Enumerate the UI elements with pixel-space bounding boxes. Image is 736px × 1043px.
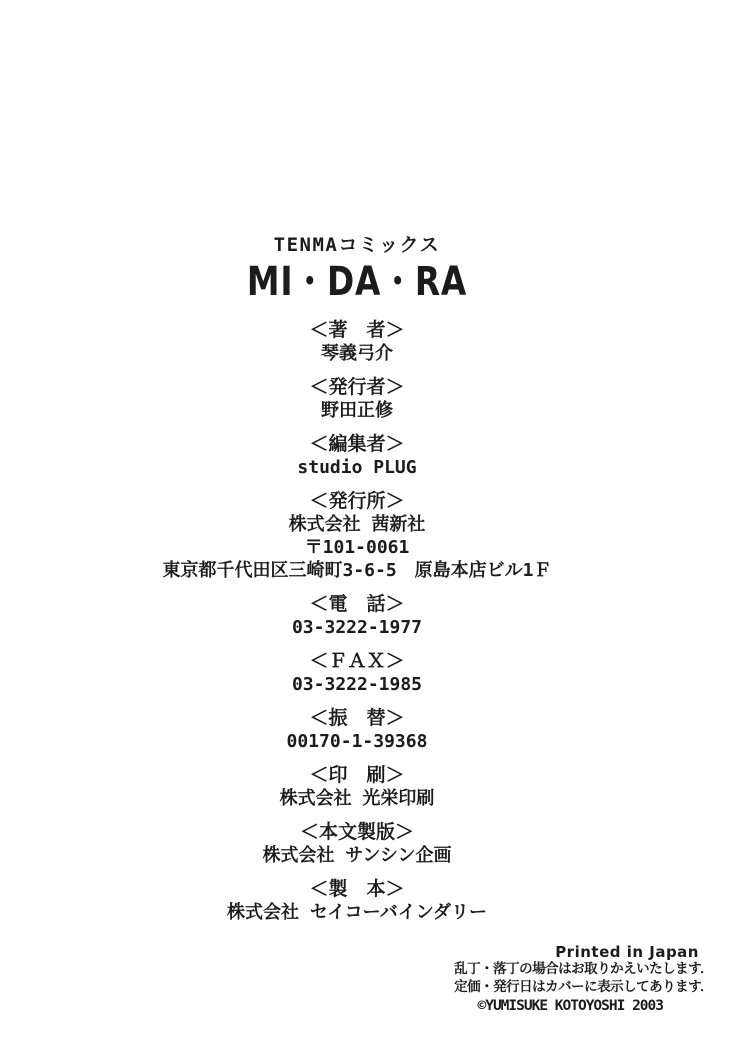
entry-line: 琴義弓介 bbox=[321, 343, 393, 364]
entry-label: ＜製 本＞ bbox=[309, 878, 405, 900]
entry-label: ＜著 者＞ bbox=[309, 319, 405, 341]
copyright-line: ©YUMISUKE KOTOYOSHI 2003 bbox=[477, 998, 663, 1014]
colophon-entry bbox=[0, 707, 714, 753]
colophon-entries bbox=[0, 319, 714, 924]
printed-in-japan-text: Printed in Japan bbox=[555, 943, 699, 961]
colophon-entry bbox=[0, 878, 714, 924]
colophon-entry bbox=[0, 490, 714, 582]
entry-line: 〒101-0061 bbox=[304, 537, 410, 558]
defect-exchange-notice: 乱丁・落丁の場合はお取りかえいたします． bbox=[454, 961, 713, 977]
colophon-entry bbox=[0, 650, 714, 696]
imprint-block bbox=[454, 944, 713, 1015]
book-title: MI・DA・RA bbox=[246, 259, 468, 305]
entry-label: ＜本文製版＞ bbox=[299, 821, 414, 843]
entry-line: 03-3222-1985 bbox=[291, 674, 423, 695]
colophon-entry bbox=[0, 764, 714, 810]
entry-label: ＜振 替＞ bbox=[309, 707, 405, 729]
colophon-entry bbox=[0, 821, 714, 867]
entry-line: 東京都千代田区三崎町3-6-5 原島本店ビル1Ｆ bbox=[162, 560, 552, 581]
entry-label: ＜印 刷＞ bbox=[309, 764, 405, 786]
price-on-cover-notice: 定価・発行日はカバーに表示してあります． bbox=[454, 978, 713, 995]
entry-line: studio PLUG bbox=[297, 457, 417, 478]
entry-label: ＜ＦＡＸ＞ bbox=[309, 650, 405, 672]
entry-label: ＜電 話＞ bbox=[309, 593, 405, 615]
colophon-block bbox=[0, 233, 714, 935]
colophon-entry bbox=[0, 593, 714, 639]
entry-line: 00170-1-39368 bbox=[286, 731, 428, 752]
series-title: TENMAコミックス bbox=[273, 234, 441, 256]
entry-line: 株式会社 セイコーバインダリー bbox=[227, 902, 487, 923]
colophon-entry bbox=[0, 433, 714, 479]
entry-label: ＜発行所＞ bbox=[309, 490, 405, 512]
entry-line: 株式会社 茜新社 bbox=[288, 514, 426, 535]
colophon-entry bbox=[0, 319, 714, 365]
colophon-entry bbox=[0, 376, 714, 422]
entry-line: 株式会社 光栄印刷 bbox=[279, 788, 435, 809]
entry-label: ＜編集者＞ bbox=[309, 433, 405, 455]
entry-line: 株式会社 サンシン企画 bbox=[262, 845, 452, 866]
entry-label: ＜発行者＞ bbox=[309, 376, 405, 398]
entry-line: 野田正修 bbox=[321, 400, 393, 421]
entry-line: 03-3222-1977 bbox=[291, 617, 423, 638]
